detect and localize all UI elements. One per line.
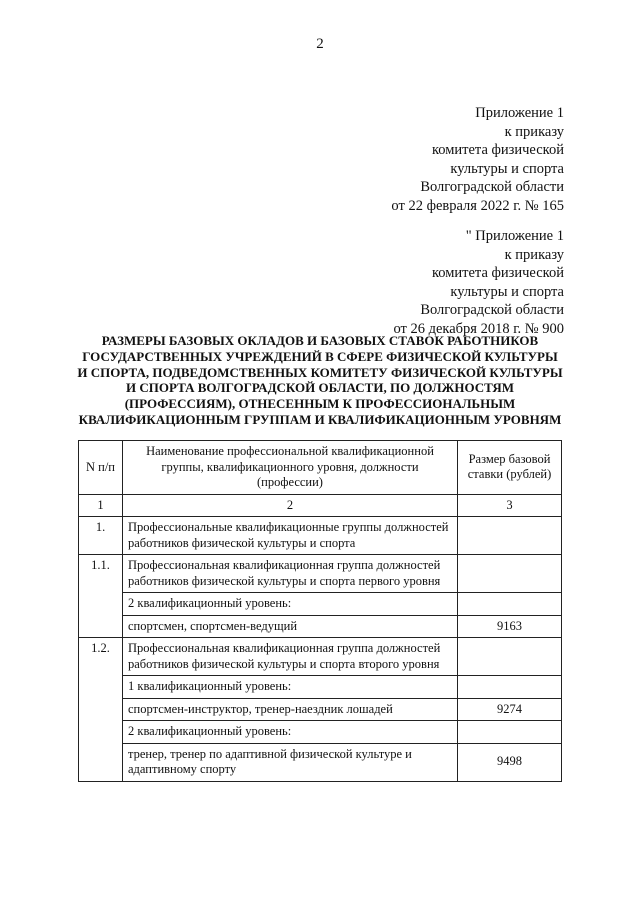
table-row	[79, 698, 562, 721]
title-line: ГОСУДАРСТВЕННЫХ УЧРЕЖДЕНИЙ В СФЕРЕ ФИЗИЧЕСКОЙ КУЛЬТУРЫ	[82, 348, 558, 364]
appendix-line: культуры и спорта	[450, 160, 564, 177]
row-value	[458, 721, 562, 744]
table-row	[79, 676, 562, 699]
appendix-line: от 26 декабря 2018 г. № 900	[393, 320, 564, 337]
appendix-header-original	[393, 227, 564, 339]
table-row	[79, 615, 562, 638]
column-number: 1	[79, 494, 123, 517]
table-row	[79, 743, 562, 781]
table-row	[79, 721, 562, 744]
row-name: 2 квалификационный уровень:	[123, 593, 458, 616]
row-name: 2 квалификационный уровень:	[123, 721, 458, 744]
table-row	[79, 517, 562, 555]
appendix-line: Приложение 1	[475, 105, 564, 121]
row-value	[458, 593, 562, 616]
row-name: Профессиональная квалификационная группа должностей работников физической культуры и спорта первого уровня	[123, 555, 458, 593]
row-name: Профессиональная квалификационная группа должностей работников физической культуры и спорта второго уровня	[123, 638, 458, 676]
row-name: Профессиональные квалификационные группы должностей работников физической культуры и спорта	[123, 517, 458, 555]
table-row	[79, 555, 562, 593]
appendix-line: от 22 февраля 2022 г. № 165	[391, 197, 564, 214]
title-line: КВАЛИФИКАЦИОННЫМ ГРУППАМ И КВАЛИФИКАЦИОННЫМ УРОВНЯМ	[78, 411, 562, 427]
table-header-row	[79, 441, 562, 495]
row-value: 9274	[458, 698, 562, 721]
row-name: 1 квалификационный уровень:	[123, 676, 458, 699]
header-rate: Размер базовой ставки (рублей)	[458, 441, 562, 495]
document-title	[60, 333, 580, 428]
row-number: 1.1.	[79, 555, 123, 638]
title-line: (ПРОФЕССИЯМ), ОТНЕСЕННЫМ К ПРОФЕССИОНАЛЬНЫМ	[124, 396, 516, 412]
title-line: И СПОРТА, ПОДВЕДОМСТВЕННЫХ КОМИТЕТУ ФИЗИЧЕСКОЙ КУЛЬТУРЫ	[77, 364, 563, 380]
title-line: РАЗМЕРЫ БАЗОВЫХ ОКЛАДОВ И БАЗОВЫХ СТАВОК РАБОТНИКОВ	[101, 333, 539, 348]
header-name: Наименование профессиональной квалификационной группы, квалификационного уровня, должности (профессии)	[123, 441, 458, 495]
row-name: тренер, тренер по адаптивной физической культуре и адаптивному спорту	[123, 743, 458, 781]
appendix-line: Волгоградской области	[420, 302, 564, 319]
row-value: 9498	[458, 743, 562, 781]
row-number: 1.	[79, 517, 123, 555]
table-row	[79, 638, 562, 676]
appendix-line: к приказу	[504, 123, 564, 140]
row-value: 9163	[458, 615, 562, 638]
row-value	[458, 638, 562, 676]
row-value	[458, 555, 562, 593]
column-number: 2	[123, 494, 458, 517]
appendix-line: комитета физической	[431, 142, 564, 159]
table-row	[79, 593, 562, 616]
appendix-header-current	[391, 104, 564, 216]
header-number: N п/п	[79, 441, 123, 495]
appendix-line: культуры и спорта	[450, 283, 564, 300]
row-value	[458, 517, 562, 555]
row-name: спортсмен, спортсмен-ведущий	[123, 615, 458, 638]
title-line: И СПОРТА ВОЛГОГРАДСКОЙ ОБЛАСТИ, ПО ДОЛЖНОСТЯМ	[126, 380, 514, 396]
row-name: спортсмен-инструктор, тренер-наездник лошадей	[123, 698, 458, 721]
appendix-line: Волгоградской области	[420, 179, 564, 196]
row-value	[458, 676, 562, 699]
column-number-row	[79, 494, 562, 517]
appendix-line: комитета физической	[431, 265, 564, 282]
appendix-line: к приказу	[504, 246, 564, 263]
column-number: 3	[458, 494, 562, 517]
page-number: 2	[316, 36, 324, 52]
row-number: 1.2.	[79, 638, 123, 782]
salary-table	[78, 440, 562, 782]
appendix-line: " Приложение 1	[465, 228, 564, 244]
